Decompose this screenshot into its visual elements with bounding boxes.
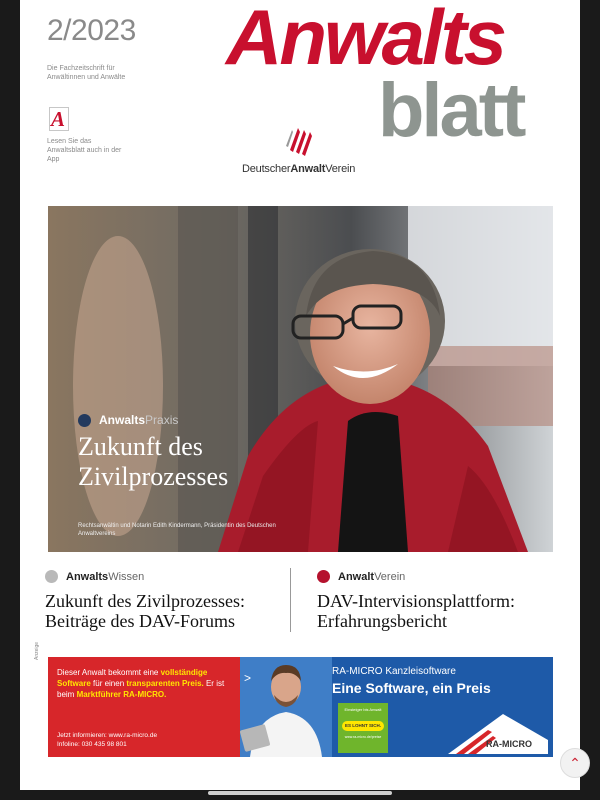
app-logo-icon[interactable] xyxy=(49,107,69,131)
ad-slogan: Eine Software, ein Preis xyxy=(332,680,491,696)
rubric-dot-icon xyxy=(45,570,58,583)
tagline: Die Fachzeitschrift für Anwältinnen und Anwälte xyxy=(47,65,126,81)
hero-rubric: Anwalts Praxis xyxy=(78,413,178,427)
ad-red-panel xyxy=(48,657,240,757)
scroll-up-button[interactable]: ⌃ xyxy=(560,748,590,778)
teaser-rubric: Anwalt Verein xyxy=(317,570,557,583)
magazine-cover xyxy=(20,0,580,790)
dav-logo-icon xyxy=(284,124,314,158)
teaser-title[interactable]: Zukunft des Zivilprozesses: Beiträge des DAV-Forums xyxy=(45,591,245,631)
app-promo-text: Lesen Sie das Anwaltsblatt auch in der App xyxy=(47,138,122,163)
teaser-title[interactable]: DAV-Intervisionsplattform: Erfahrungsbericht xyxy=(317,591,515,631)
ad-label: Anzeige xyxy=(34,641,40,660)
teaser-verein[interactable] xyxy=(317,570,557,631)
ad-headline: Dieser Anwalt bekommt eine vollständige Software für einen transparenten Preis. Er ist beim Marktführer RA-MICRO. xyxy=(57,668,225,699)
photo-caption: Rechtsanwältin und Notarin Edith Kindermann, Präsidentin des Deutschen Anwaltvereins xyxy=(78,523,276,537)
rubric-dot-icon xyxy=(78,414,91,427)
teaser-divider xyxy=(290,568,291,632)
dav-name: DeutscherAnwaltVerein xyxy=(242,163,356,175)
ad-contact: Jetzt informieren: www.ra-micro.de Infoline: 030 435 98 801 xyxy=(57,732,158,748)
teaser-rubric: Anwalts Wissen xyxy=(45,570,285,583)
teaser-wissen[interactable] xyxy=(45,570,285,631)
ad-brand: RA-MICRO xyxy=(486,739,532,749)
arrow-right-icon: > xyxy=(244,671,252,685)
price-badge: Einsteiger bis Anwalt ES LOHNT SICH. www.ra-micro.de/preise xyxy=(338,703,388,753)
home-indicator[interactable] xyxy=(208,791,392,795)
app-logo-letter: A xyxy=(51,107,66,131)
advertisement-banner[interactable] xyxy=(48,657,553,757)
ad-person-photo xyxy=(240,657,332,757)
issue-number: 2/2023 xyxy=(47,14,136,47)
ad-product: RA-MICRO Kanzleisoftware xyxy=(332,666,456,677)
hero-feature[interactable] xyxy=(48,206,553,552)
masthead-bottom: blatt xyxy=(378,68,524,153)
rubric-dot-icon xyxy=(317,570,330,583)
masthead-top: Anwalts xyxy=(226,0,505,81)
hero-title[interactable]: Zukunft des Zivilprozesses xyxy=(78,432,229,491)
hero-photo xyxy=(48,206,553,552)
